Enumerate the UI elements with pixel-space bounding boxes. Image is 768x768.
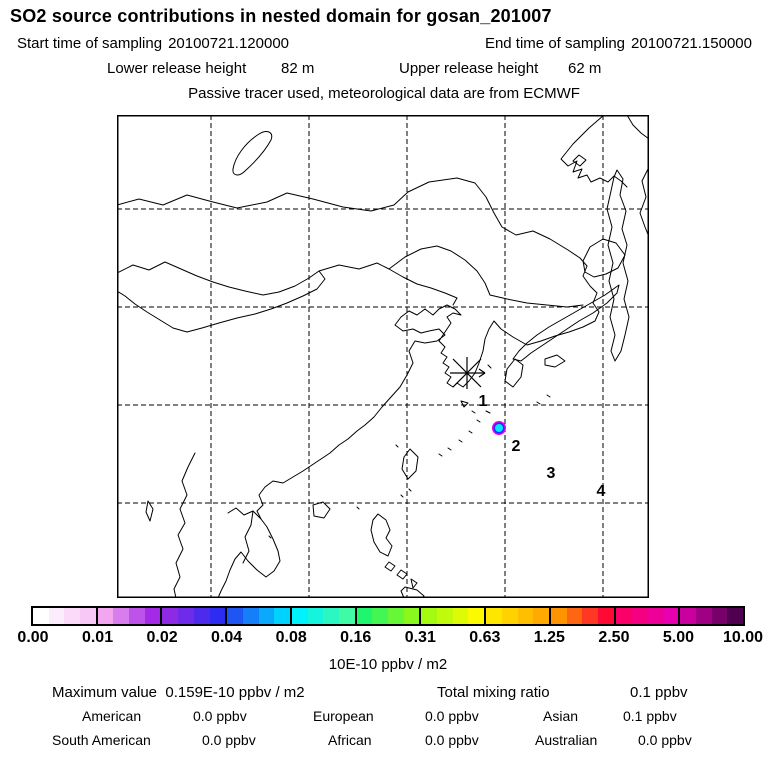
sampling-end: [485, 35, 752, 52]
colorbar-cell: [388, 608, 404, 624]
colorbar-cell: [259, 608, 275, 624]
region-label: South American: [52, 732, 151, 748]
region-value: 0.0 ppbv: [202, 732, 256, 748]
colorbar-cell: [663, 608, 679, 624]
upper-release-label: Upper release height: [399, 60, 539, 77]
total-mixing-ratio-label: Total mixing ratio: [437, 684, 550, 701]
trajectory-hour-label: 1: [478, 393, 488, 410]
colorbar-cell: [486, 608, 502, 624]
region-value: 0.0 ppbv: [638, 732, 692, 748]
colorbar-tick-label: 0.00: [17, 629, 49, 646]
colorbar-cell: [727, 608, 743, 624]
colorbar-cell: [210, 608, 226, 624]
sampling-end-label: End time of sampling: [484, 35, 626, 52]
colorbar-tick-label: 0.04: [211, 629, 243, 646]
colorbar-cell: [357, 608, 373, 624]
colorbar-tick-label: 0.01: [81, 629, 114, 646]
region-value: 0.0 ppbv: [425, 708, 479, 724]
colorbar-tick-label: 1.25: [533, 629, 565, 646]
colorbar-cell: [194, 608, 210, 624]
colorbar-cell: [372, 608, 388, 624]
colorbar-cell: [631, 608, 647, 624]
colorbar-tick-label: 0.08: [275, 629, 307, 646]
colorbar-cell: [129, 608, 145, 624]
colorbar-cell: [551, 608, 567, 624]
colorbar-cell: [437, 608, 453, 624]
colorbar-segment: [160, 608, 225, 624]
colorbar-cell: [49, 608, 65, 624]
colorbar-cell: [616, 608, 632, 624]
colorbar-segment: [678, 608, 743, 624]
trajectory-hour-label: 4: [596, 483, 606, 500]
colorbar-cell: [533, 608, 549, 624]
colorbar-cell: [274, 608, 290, 624]
colorbar-tick-label: 10.00: [722, 629, 764, 646]
page-title: SO2 source contributions in nested domain for gosan_201007: [10, 6, 552, 26]
sampling-start-label: Start time of sampling: [17, 35, 163, 52]
colorbar-tick-label: 2.50: [598, 629, 630, 646]
colorbar-segment: [614, 608, 679, 624]
map-panel: [117, 115, 649, 598]
colorbar-cell: [453, 608, 469, 624]
maximum-value-label: Maximum value: [52, 684, 158, 701]
colorbar-cell: [178, 608, 194, 624]
colorbar-segment: [484, 608, 549, 624]
total-mixing-ratio-value: 0.1 ppbv: [630, 684, 688, 701]
region-label: American: [82, 708, 142, 724]
sampling-start: [17, 35, 289, 52]
colorbar-cell: [567, 608, 583, 624]
colorbar-cell: [323, 608, 339, 624]
colorbar-cell: [162, 608, 178, 624]
colorbar-cell: [502, 608, 518, 624]
spot-core: [495, 424, 503, 432]
lower-release-value: 82 m: [281, 60, 315, 77]
maximum-value-number: 0.159E-10 ppbv / m2: [165, 684, 305, 701]
colorbar-segment: [355, 608, 420, 624]
colorbar-cell: [64, 608, 80, 624]
colorbar-cell: [33, 608, 49, 624]
colorbar-cell: [80, 608, 96, 624]
tracer-note: Passive tracer used, meteorological data are from ECMWF: [188, 85, 580, 102]
colorbar-tick-label: 0.31: [404, 629, 436, 646]
maximum-value: [52, 684, 305, 701]
trajectory-hour-label: 3: [546, 465, 556, 482]
colorbar-units-label: 10E-10 ppbv / m2: [328, 656, 448, 673]
colorbar-cell: [404, 608, 420, 624]
colorbar-cell: [292, 608, 308, 624]
colorbar-cell: [582, 608, 598, 624]
region-label: European: [313, 708, 374, 724]
colorbar: [31, 606, 745, 626]
colorbar-segment: [549, 608, 614, 624]
region-label: African: [328, 732, 372, 748]
colorbar-cell: [518, 608, 534, 624]
colorbar-cell: [227, 608, 243, 624]
colorbar-cell: [421, 608, 437, 624]
colorbar-cell: [339, 608, 355, 624]
colorbar-segment: [96, 608, 161, 624]
colorbar-segment: [225, 608, 290, 624]
colorbar-cell: [598, 608, 614, 624]
region-label: Australian: [535, 732, 598, 748]
lower-release-label: Lower release height: [107, 60, 247, 77]
sampling-end-value: 20100721.150000: [631, 35, 752, 52]
region-value: 0.1 ppbv: [623, 708, 677, 724]
colorbar-cell: [113, 608, 129, 624]
concentration-spot: [492, 421, 506, 435]
colorbar-cell: [712, 608, 728, 624]
trajectory-hour-label: 2: [511, 438, 521, 455]
colorbar-cell: [243, 608, 259, 624]
colorbar-segment: [419, 608, 484, 624]
map-frame: [118, 116, 649, 598]
colorbar-cell: [680, 608, 696, 624]
region-value: 0.0 ppbv: [193, 708, 247, 724]
colorbar-cell: [145, 608, 161, 624]
colorbar-tick-label: 0.63: [469, 629, 501, 646]
colorbar-cell: [647, 608, 663, 624]
region-value: 0.0 ppbv: [425, 732, 479, 748]
colorbar-cell: [308, 608, 324, 624]
coastlines: [117, 115, 649, 598]
colorbar-tick-label: 5.00: [662, 629, 695, 646]
upper-release-value: 62 m: [568, 60, 602, 77]
graticule-grid: [117, 115, 649, 598]
map-canvas: [117, 115, 649, 598]
colorbar-tick-label: 0.16: [340, 629, 372, 646]
colorbar-segment: [290, 608, 355, 624]
region-label: Asian: [543, 708, 579, 724]
colorbar-segment: [33, 608, 96, 624]
sampling-start-value: 20100721.120000: [168, 35, 290, 52]
colorbar-cell: [98, 608, 114, 624]
colorbar-tick-label: 0.02: [146, 629, 178, 646]
colorbar-cell: [468, 608, 484, 624]
colorbar-cell: [696, 608, 712, 624]
